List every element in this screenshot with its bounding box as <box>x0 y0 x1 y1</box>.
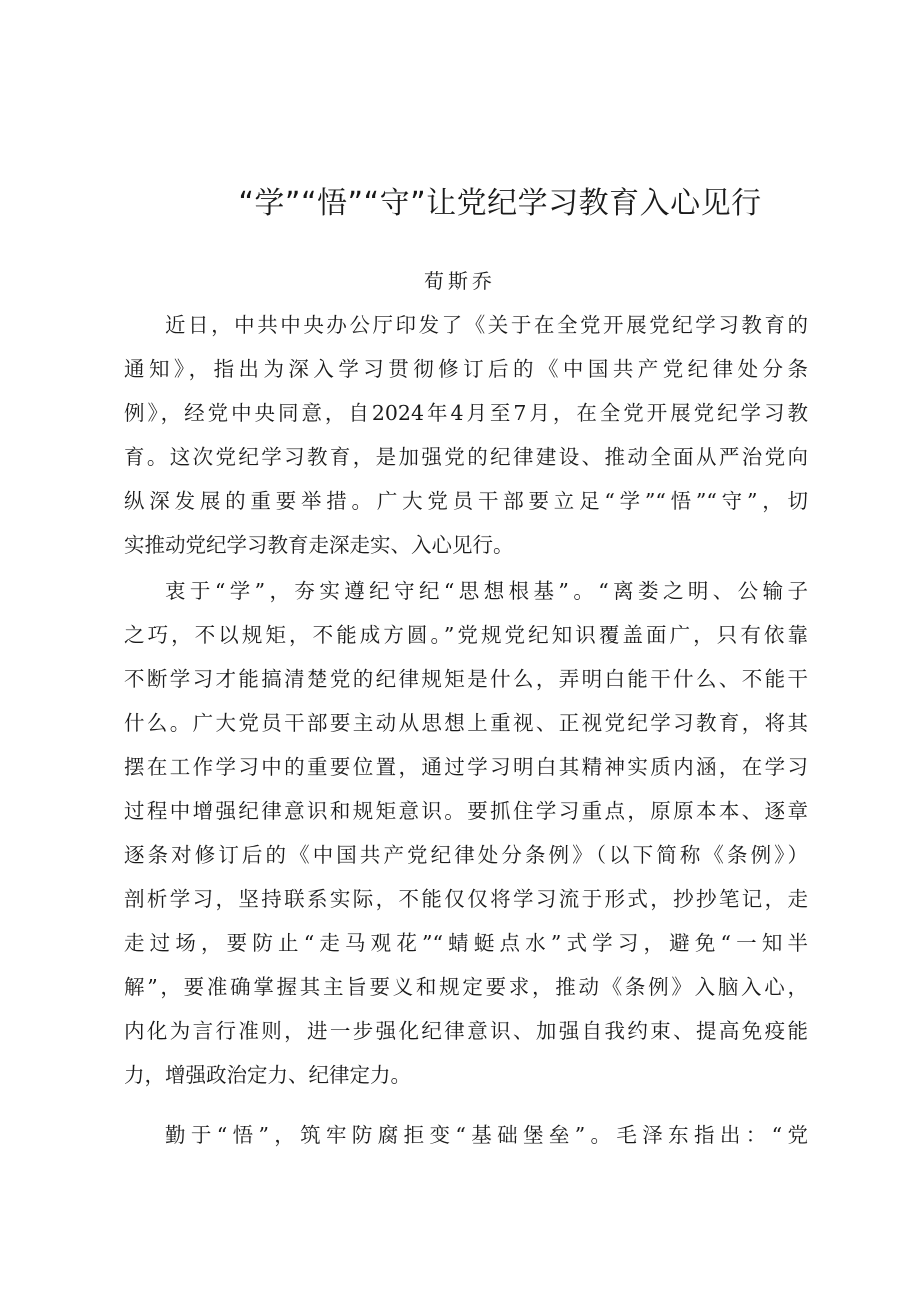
paragraph-line: 通知》，指出为深入学习贯彻修订后的《中国共产党纪律处分条 <box>124 357 808 381</box>
paragraph-line: 解”，要准确掌握其主旨要义和规定要求，推动《条例》入脑入心， <box>124 975 808 999</box>
paragraph-line: 不断学习才能搞清楚党的纪律规矩是什么，弄明白能干什么、不能干 <box>124 667 808 691</box>
paragraph-line: 剖析学习，坚持联系实际，不能仅仅将学习流于形式，抄抄笔记，走 <box>124 887 808 911</box>
paragraph-line: 实推动党纪学习教育走深走实、入心见行。 <box>124 533 514 557</box>
paragraph-line: 力，增强政治定力、纪律定力。 <box>124 1063 411 1087</box>
paragraph-line: 走过场，要防止“走马观花”“蜻蜓点水”式学习，避免“一知半 <box>124 931 808 955</box>
paragraph-line: 近日，中共中央办公厅印发了《关于在全党开展党纪学习教育的 <box>165 313 808 337</box>
paragraph-line: 逐条对修订后的《中国共产党纪律处分条例》（以下简称《条例》） <box>124 843 808 867</box>
document-title: “学”“悟”“守”让党纪学习教育入心见行 <box>238 186 762 221</box>
paragraph-line: 纵深发展的重要举措。广大党员干部要立足“学”“悟”“守”，切 <box>124 489 808 513</box>
paragraph-line: 例》，经党中央同意，自2024年4月至7月，在全党开展党纪学习教 <box>124 401 808 425</box>
paragraph-line: 育。这次党纪学习教育，是加强党的纪律建设、推动全面从严治党向 <box>124 445 808 469</box>
paragraph-line: 勤于“悟”，筑牢防腐拒变“基础堡垒”。毛泽东指出：“党 <box>165 1123 808 1147</box>
author-name: 荀斯乔 <box>424 269 496 293</box>
paragraph-line: 内化为言行准则，进一步强化纪律意识、加强自我约束、提高免疫能 <box>124 1019 808 1043</box>
paragraph-line: 衷于“学”，夯实遵纪守纪“思想根基”。“离娄之明、公输子 <box>165 579 808 603</box>
paragraph-line: 之巧，不以规矩，不能成方圆。”党规党纪知识覆盖面广，只有依靠 <box>124 623 808 647</box>
paragraph-line: 过程中增强纪律意识和规矩意识。要抓住学习重点，原原本本、逐章 <box>124 799 808 823</box>
paragraph-line: 摆在工作学习中的重要位置，通过学习明白其精神实质内涵，在学习 <box>124 755 808 779</box>
paragraph-line: 什么。广大党员干部要主动从思想上重视、正视党纪学习教育，将其 <box>124 711 808 735</box>
